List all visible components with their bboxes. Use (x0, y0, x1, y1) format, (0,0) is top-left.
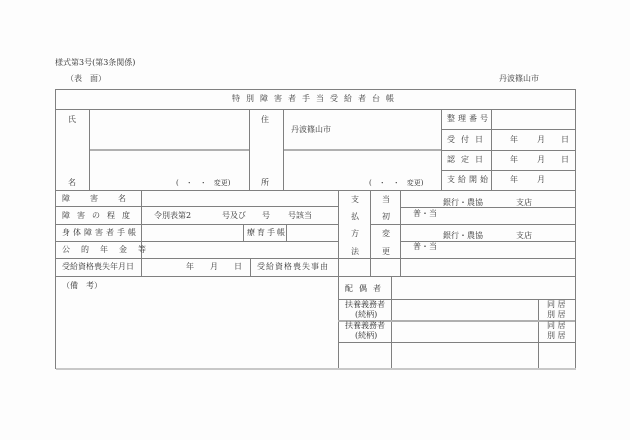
disability-degree-part4: 号該当 (288, 211, 312, 220)
divider (400, 207, 575, 208)
rehab-handbook-label: 療育手帳 (247, 228, 287, 237)
change-branch[interactable]: 支店 (516, 231, 532, 240)
living-together-2[interactable]: 同 居 (547, 321, 566, 330)
payment-method-char: 法 (351, 247, 359, 256)
divider (441, 150, 575, 151)
disability-degree-label: 障害の程度 (62, 211, 137, 220)
certified-year: 年 (510, 155, 518, 164)
form-number: 様式第3号(第3条関係) (55, 58, 136, 67)
change-bank[interactable]: 銀行・農協 (443, 231, 483, 240)
loss-date-year: 年 (186, 262, 194, 271)
address-label-top: 住 (261, 115, 269, 124)
extra-value-field[interactable] (392, 343, 538, 367)
physical-handbook-label: 身体障害者手帳 (62, 228, 139, 237)
dependent-field-1[interactable] (392, 300, 538, 320)
payment-method-char: 払 (351, 212, 359, 221)
loss-reason-label: 受給資格喪失事由 (257, 262, 329, 271)
payment-start-month: 月 (537, 175, 545, 184)
living-apart-2[interactable]: 別 居 (547, 331, 566, 340)
certified-day: 日 (561, 155, 569, 164)
reference-number-field[interactable] (492, 110, 574, 129)
dependent-label-2: 扶養義務者 (345, 321, 385, 330)
extra-label-field[interactable] (339, 343, 391, 367)
name-label-bottom: 名 (68, 178, 76, 187)
disability-name-label: 障害名 (62, 194, 146, 203)
divider (249, 109, 250, 190)
initial-account-type[interactable]: 普・当 (413, 209, 437, 218)
initial-char: 初 (382, 212, 390, 221)
payment-method-char: 方 (351, 229, 359, 238)
name-change-note: ( ・ ・ 変更) (176, 179, 231, 187)
remarks-label: （備 考） (62, 281, 102, 290)
loss-date-day: 日 (234, 262, 242, 271)
payment-start-label: 支給開始 (447, 175, 491, 184)
loss-date-label: 受給資格喪失年月日 (62, 262, 134, 271)
rehab-handbook-field[interactable] (287, 225, 338, 241)
initial-bank[interactable]: 銀行・農協 (443, 198, 483, 207)
certified-month: 月 (537, 155, 545, 164)
received-day: 日 (561, 135, 569, 144)
name-kana-field[interactable] (90, 110, 249, 149)
name-label-top: 氏 (68, 115, 76, 124)
dependent-relation-2: (続柄) (355, 331, 378, 340)
divider (284, 149, 441, 151)
divider (370, 224, 575, 225)
dependent-label-1: 扶養義務者 (345, 300, 385, 309)
payment-method-char: 支 (351, 195, 359, 204)
public-pension-label: 公的年金等 (62, 245, 157, 254)
table-title: 特別障害者手当受給者台帳 (232, 94, 400, 103)
change-char: 更 (382, 247, 390, 256)
disability-degree-part1: 令別表第2 (154, 211, 192, 220)
spouse-label: 配偶者 (345, 284, 387, 293)
dependent-relation-1: (続柄) (355, 310, 378, 319)
certified-date-label: 認定日 (447, 155, 489, 164)
received-date-label: 受付日 (447, 135, 489, 144)
initial-char: 当 (382, 195, 390, 204)
public-pension-field[interactable] (142, 242, 338, 258)
received-month: 月 (537, 135, 545, 144)
municipality: 丹波篠山市 (499, 74, 539, 83)
loss-date-month: 月 (210, 262, 218, 271)
spouse-field[interactable] (392, 277, 574, 299)
initial-branch[interactable]: 支店 (516, 198, 532, 207)
dependent-field-2[interactable] (392, 322, 538, 342)
divider (55, 206, 338, 207)
payment-start-year: 年 (510, 175, 518, 184)
address-value[interactable]: 丹波篠山市 (291, 125, 331, 134)
disability-degree-part3: 号 (262, 211, 270, 220)
divider (538, 299, 539, 368)
remarks-field[interactable] (56, 292, 338, 367)
reference-number-label: 整理番号 (447, 114, 491, 123)
physical-handbook-field[interactable] (142, 225, 243, 241)
table-shadow (56, 368, 576, 370)
living-apart-1[interactable]: 別 居 (547, 310, 566, 319)
divider (250, 258, 251, 276)
address-change-note: ( ・ ・ 変更) (369, 179, 424, 187)
change-account-type[interactable]: 普・当 (413, 242, 437, 251)
address-label-bottom: 所 (261, 178, 269, 187)
received-year: 年 (510, 135, 518, 144)
divider (243, 224, 244, 241)
disability-name-field[interactable] (142, 191, 338, 206)
change-char: 変 (382, 229, 390, 238)
form-side: （表 面） (66, 74, 106, 83)
divider (441, 129, 575, 130)
living-together-1[interactable]: 同 居 (547, 300, 566, 309)
divider (441, 170, 575, 171)
loss-reason-field[interactable] (339, 259, 574, 276)
disability-degree-part2: 号及び (222, 211, 246, 220)
